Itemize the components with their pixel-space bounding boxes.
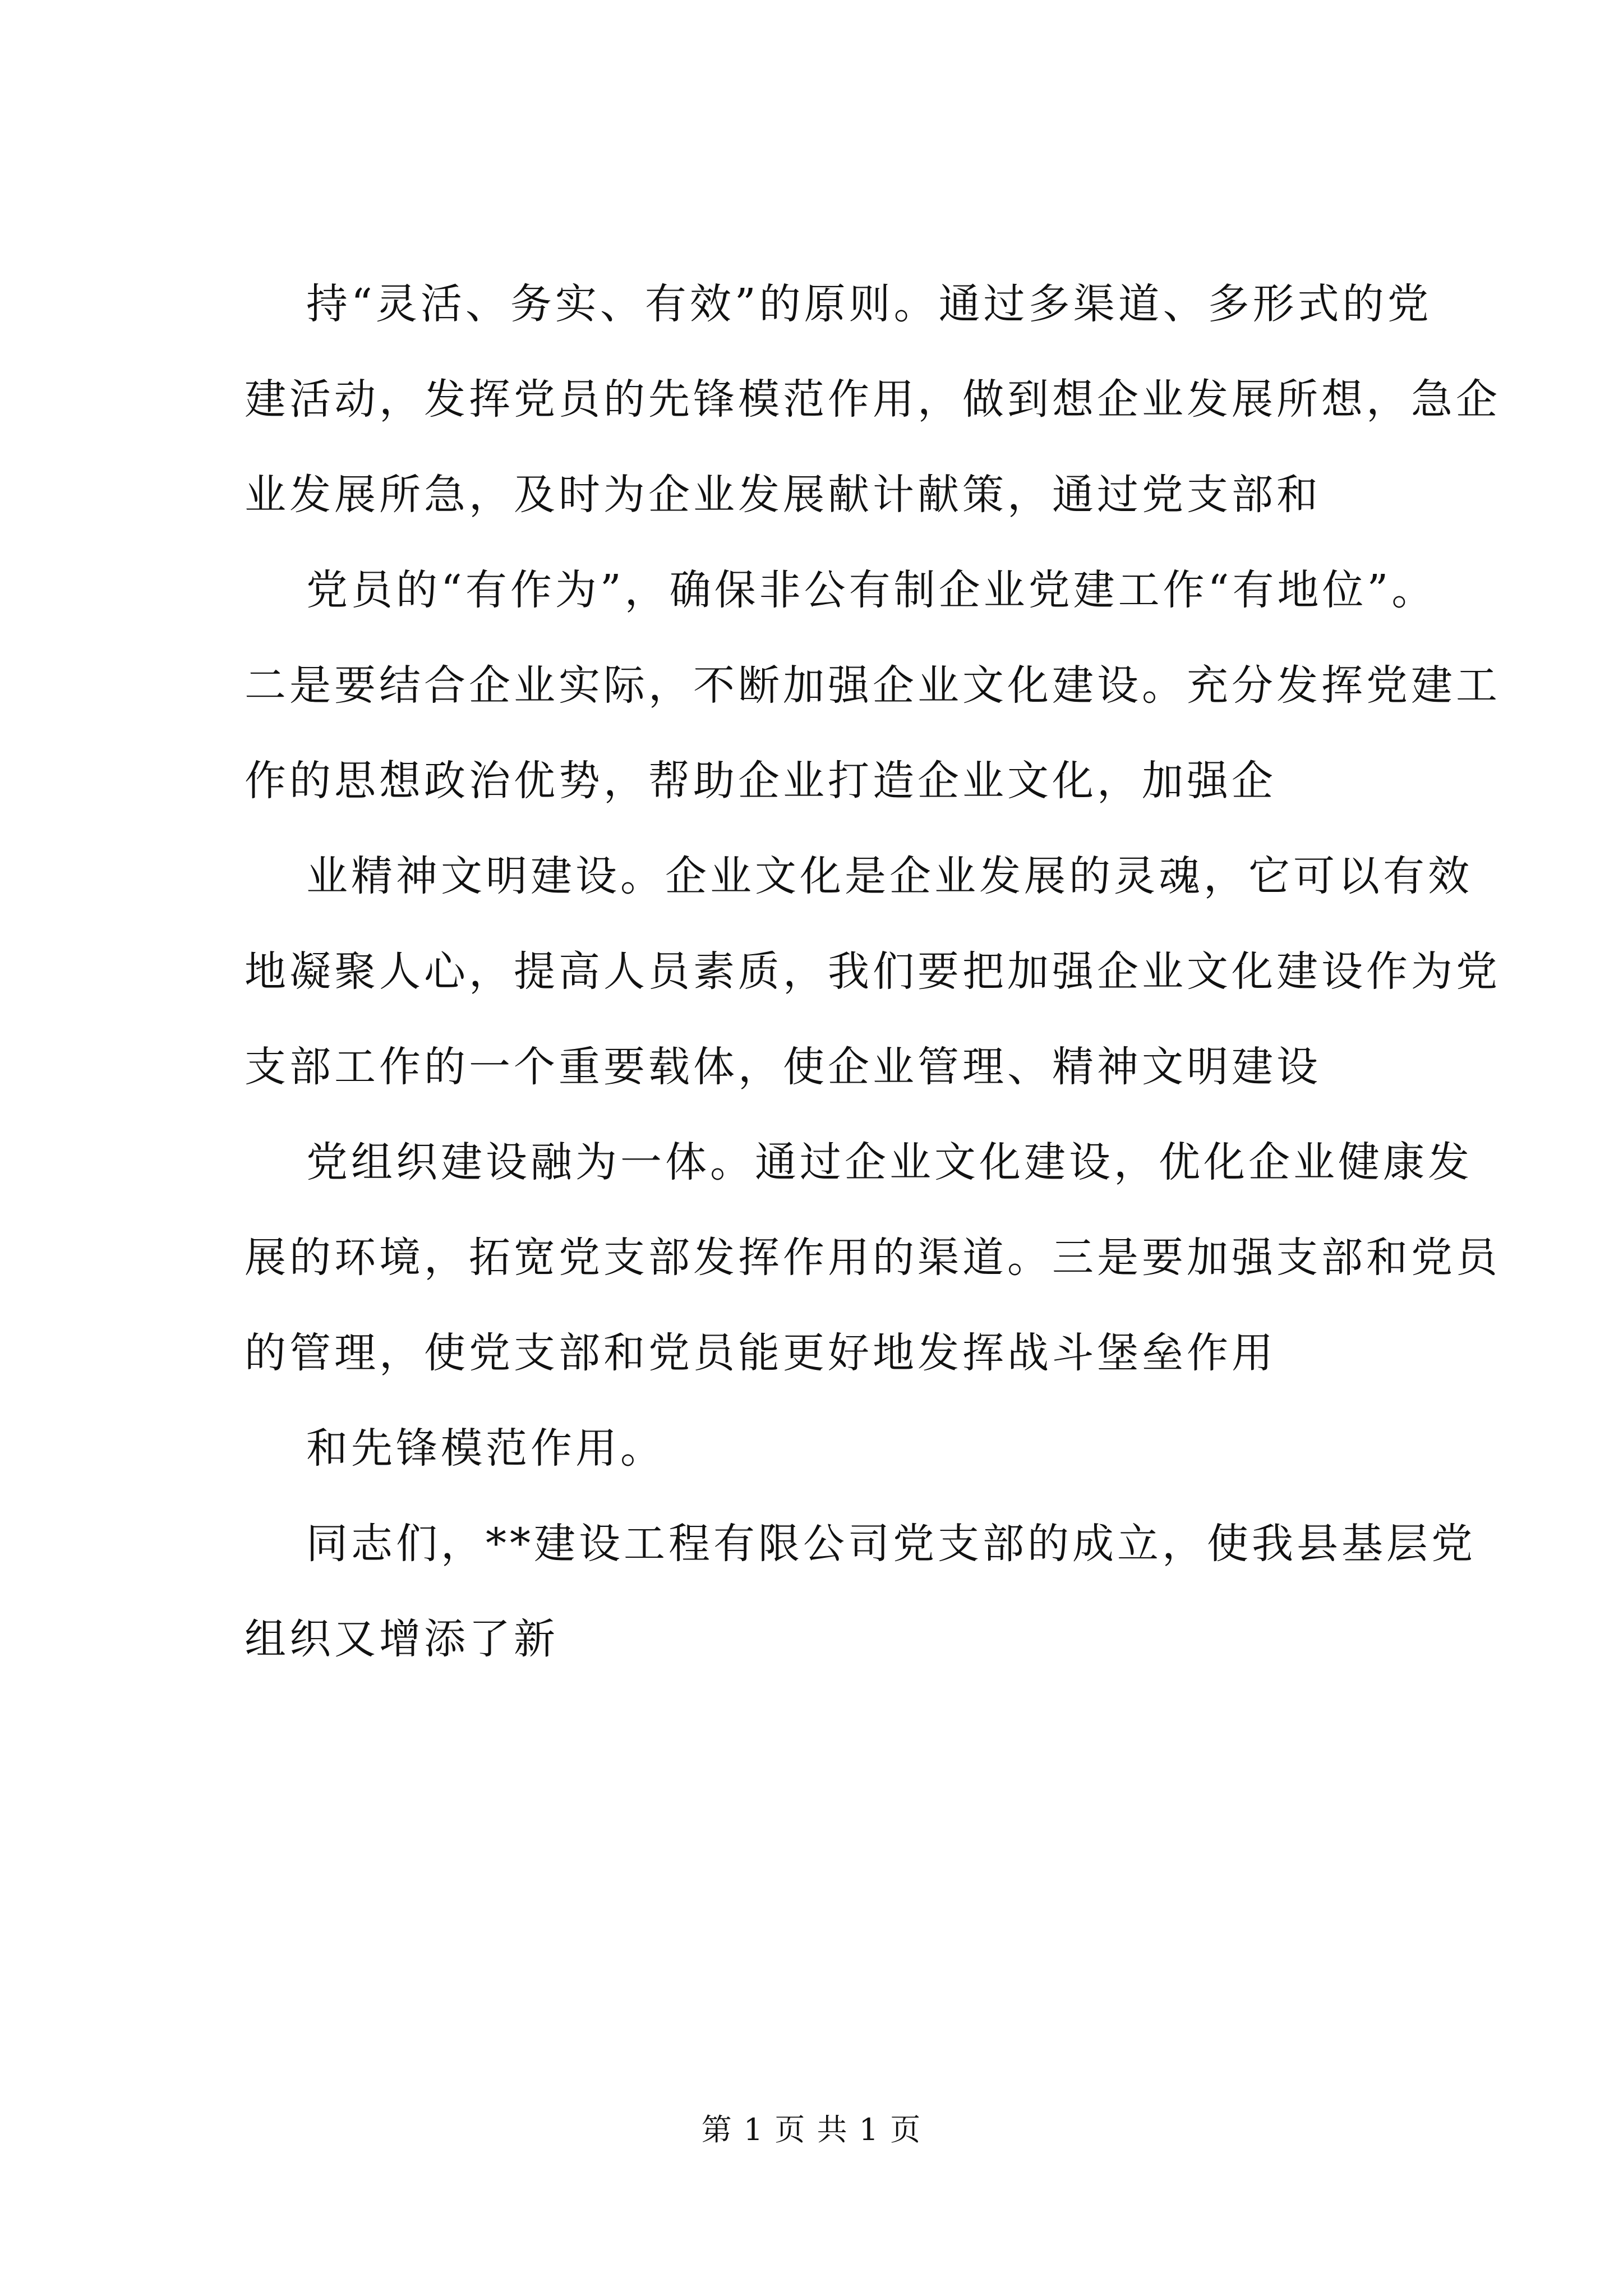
- text-line: 党组织建设融为一体。通过企业文化建设，优化企业健康发: [306, 1138, 1473, 1186]
- text-line: 和先锋模范作用。: [306, 1424, 665, 1473]
- text-line: 党员的“有作为”，确保非公有制企业党建工作“有地位”。: [306, 566, 1437, 614]
- text-line: 支部工作的一个重要载体，使企业管理、精神文明建设: [245, 1043, 1321, 1091]
- page-footer: [0, 2110, 1623, 2150]
- page-number-label: 第 1 页 共 1 页: [701, 2112, 922, 2147]
- text-line: 业精神文明建设。企业文化是企业发展的灵魂，它可以有效: [306, 852, 1473, 900]
- text-line: 持“灵活、务实、有效”的原则。通过多渠道、多形式的党: [306, 280, 1432, 328]
- text-line: 建活动，发挥党员的先锋模范作用，做到想企业发展所想，急企: [245, 375, 1501, 424]
- text-line: 展的环境，拓宽党支部发挥作用的渠道。三是要加强支部和党员: [245, 1234, 1501, 1282]
- text-line: 二是要结合企业实际，不断加强企业文化建设。充分发挥党建工: [245, 661, 1501, 710]
- text-line: 业发展所急，及时为企业发展献计献策，通过党支部和: [245, 471, 1321, 519]
- text-line: 的管理，使党支部和党员能更好地发挥战斗堡垒作用: [245, 1329, 1276, 1377]
- text-line: 地凝聚人心，提高人员素质，我们要把加强企业文化建设作为党: [245, 947, 1501, 996]
- text-line: 组织又增添了新: [245, 1615, 559, 1663]
- text-line: 作的思想政治优势，帮助企业打造企业文化，加强企: [245, 757, 1276, 805]
- text-line: 同志们，**建设工程有限公司党支部的成立，使我县基层党: [306, 1520, 1476, 1568]
